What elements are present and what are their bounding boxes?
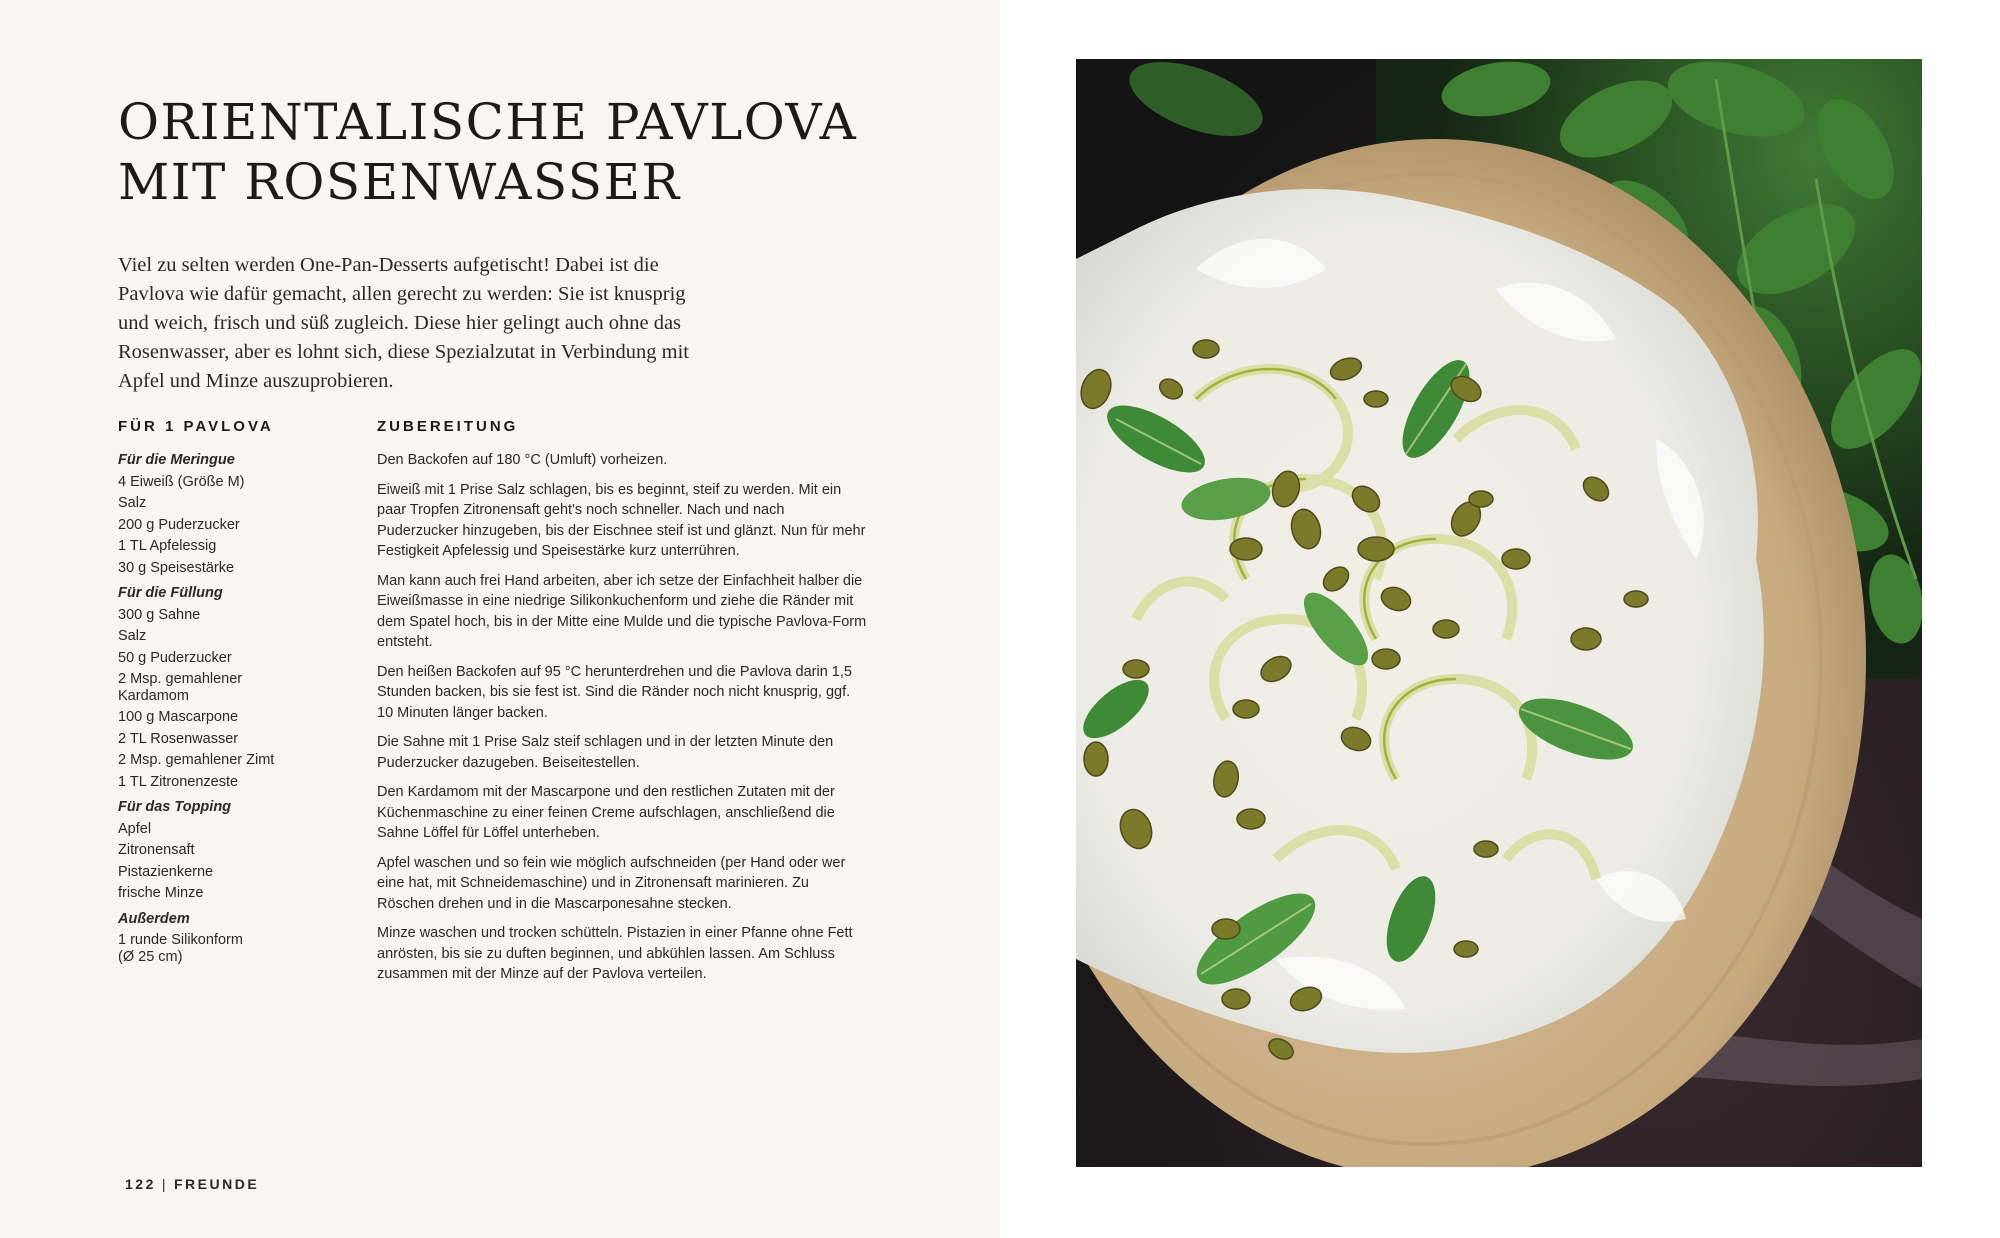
ingredient-item: 1 TL Apfelessig	[118, 538, 217, 554]
ingredient-item: Salz	[118, 495, 147, 511]
ingredient-item: 200 g Puderzucker	[118, 516, 240, 533]
pavlova-photo	[1076, 59, 1922, 1167]
ingredient-item: 30 g Speisestärke	[118, 559, 235, 576]
ingredient-group-title: Für das Topping	[118, 799, 232, 815]
page-number: 122	[125, 1176, 156, 1192]
section-name: FREUNDE	[174, 1176, 260, 1192]
ingredient-item: Salz	[118, 628, 147, 644]
ingredient-group-title: Für die Füllung	[118, 585, 223, 601]
ingredient-group-title: Außerdem	[118, 910, 190, 927]
footer-separator: |	[161, 1176, 168, 1192]
ingredient-item: 1 runde Silikonform (Ø 25 cm)	[118, 932, 243, 965]
ingredient-item: 50 g Puderzucker	[118, 649, 232, 666]
recipe-title	[118, 92, 938, 212]
ingredient-item: Pistazienkerne	[118, 863, 214, 880]
title-line-1: ORIENTALISCHE PAVLOVA	[118, 93, 858, 151]
ingredient-item: 1 TL Zitronenzeste	[118, 773, 239, 790]
title-line-2: MIT ROSENWASSER	[118, 153, 681, 211]
preparation-step: Apfel waschen und so fein wie möglich aufschneiden (per Hand oder wer eine hat, mit Schneidemaschine) und in Zitronensaft marinieren. Zu Röschen drehen und in die Mascarponesahne stecken.	[377, 854, 846, 912]
ingredients-heading: FÜR 1 PAVLOVA	[118, 418, 274, 435]
ingredient-list	[118, 450, 318, 966]
preparation-step: Man kann auch frei Hand arbeiten, aber ich setze der Einfachheit halber die Eiweißmasse in eine niedrige Silikonkuchenform und ziehe die Ränder mit dem Spatel hoch, bis in der Mitte eine Mulde und die typische Pavlova-Form entsteht.	[377, 572, 867, 650]
ingredient-item: 2 Msp. gemahlener Zimt	[118, 752, 275, 768]
ingredient-item: 2 TL Rosenwasser	[118, 730, 239, 747]
pavlova-illustration	[1076, 59, 1922, 1167]
ingredient-item: Zitronensaft	[118, 842, 195, 858]
recipe-intro: Viel zu selten werden One-Pan-Desserts aufgetischt! Dabei ist die Pavlova wie dafür gemacht, allen gerecht zu werden: Sie ist knusprig und weich, frisch und süß zugleich. Diese hier gelingt auch ohne das Rosenwasser, aber es lohnt sich, diese Spezialzutat in Verbindung mit Apfel und Minze auszuprobieren.	[118, 254, 689, 392]
ingredient-group-title: Für die Meringue	[118, 452, 235, 468]
ingredient-item: 2 Msp. gemahlener Kardamom	[118, 671, 243, 704]
ingredient-item: frische Minze	[118, 885, 204, 901]
preparation-step: Den Kardamom mit der Mascarpone und den restlichen Zutaten mit der Küchenmaschine zu einer feinen Creme aufschlagen, anschließend die Sahne Löffel für Löffel unterheben.	[377, 784, 835, 841]
preparation-steps	[377, 450, 867, 994]
preparation-step: Minze waschen und trocken schütteln. Pistazien in einer Pfanne ohne Fett anrösten, bis sie zu duften beginnen, und abkühlen lassen. Am Schluss zusammen mit der Minze auf der Pavlova verteilen.	[377, 925, 853, 982]
preparation-step: Den heißen Backofen auf 95 °C herunterdrehen und die Pavlova darin 1,5 Stunden backen, bis sie fest ist. Sind die Ränder noch nicht knusprig, ggf. 10 Minuten länger backen.	[377, 663, 852, 721]
preparation-step: Den Backofen auf 180 °C (Umluft) vorheizen.	[377, 452, 668, 468]
preparation-heading: ZUBEREITUNG	[377, 418, 519, 435]
ingredient-item: 100 g Mascarpone	[118, 709, 239, 725]
preparation-step: Die Sahne mit 1 Prise Salz steif schlagen und in der letzten Minute den Puderzucker dazugeben. Beiseitestellen.	[377, 734, 834, 771]
page-footer	[125, 1176, 259, 1192]
preparation-step: Eiweiß mit 1 Prise Salz schlagen, bis es beginnt, steif zu werden. Mit ein paar Tropfen Zitronensaft geht's noch schneller. Nach und nach Puderzucker hinzugeben, bis der Eischnee steif ist und glänzt. Nun für mehr Festigkeit Apfelessig und Speisestärke kurz unterrühren.	[377, 481, 866, 559]
ingredient-item: 300 g Sahne	[118, 606, 201, 623]
ingredient-item: 4 Eiweiß (Größe M)	[118, 473, 245, 490]
ingredient-item: Apfel	[118, 820, 152, 837]
